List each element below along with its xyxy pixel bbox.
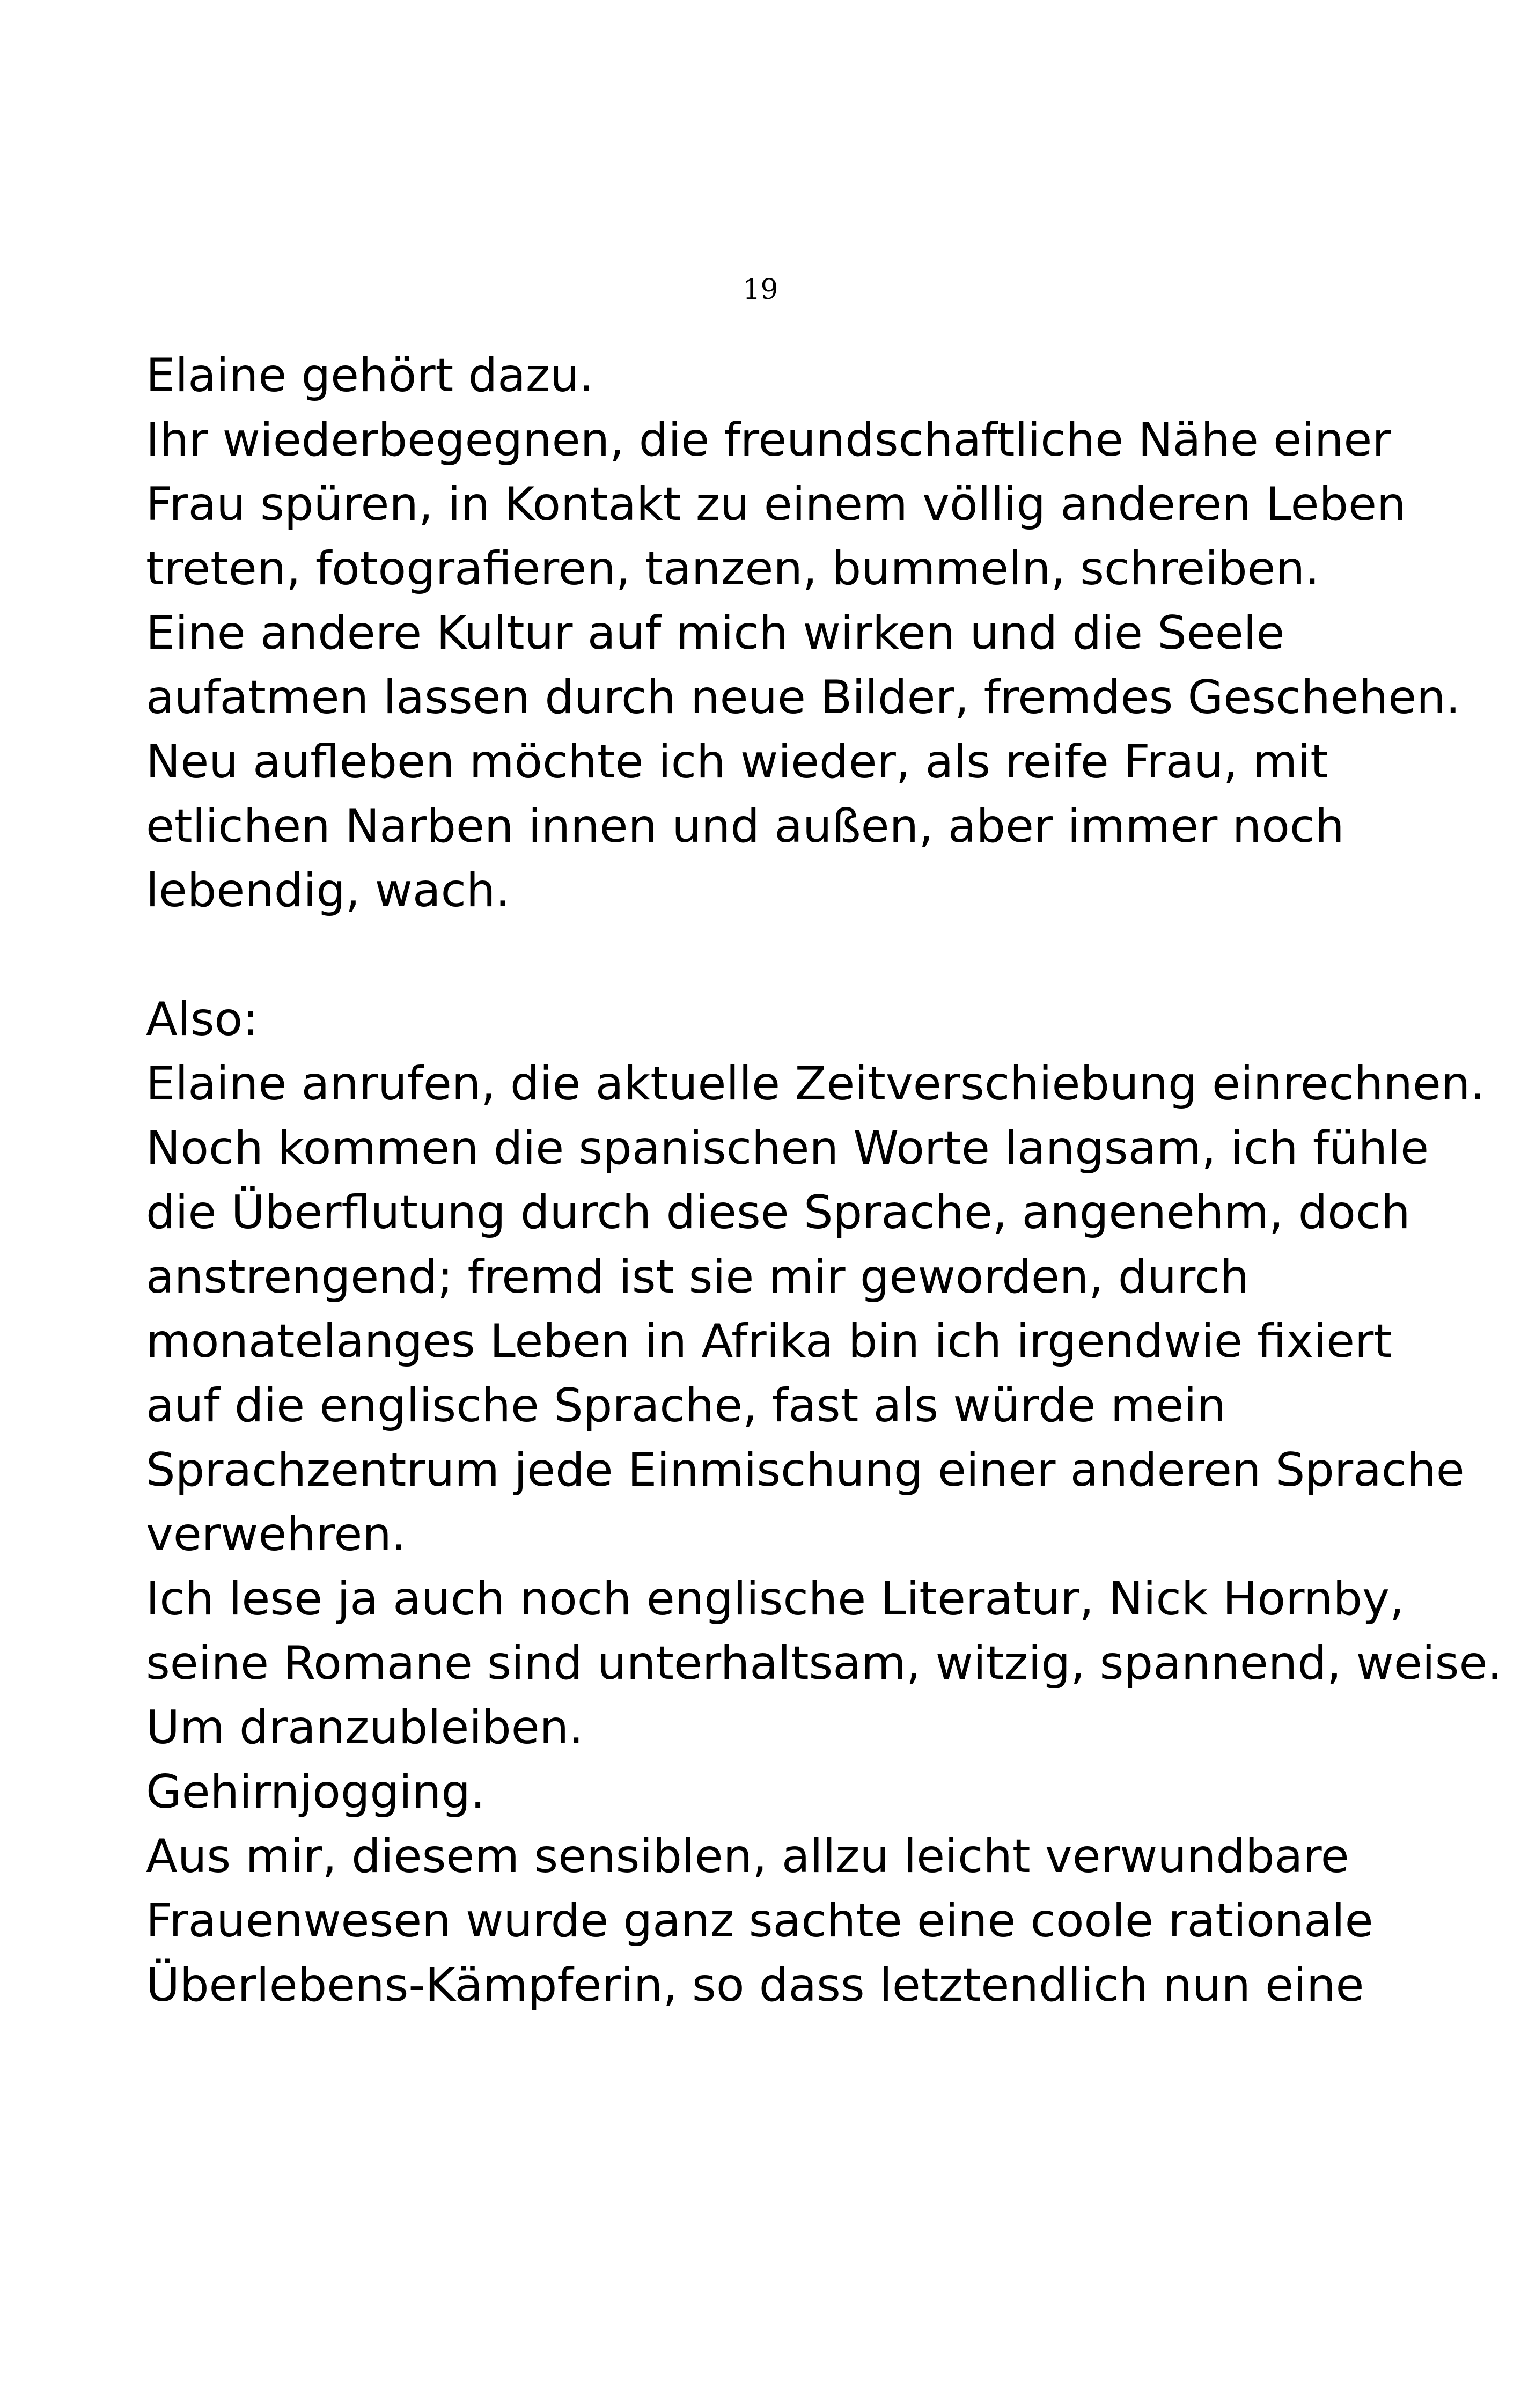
text-line: Frau spüren, in Kontakt zu einem völlig anderen Leben bbox=[146, 478, 1406, 531]
text-line: Also: bbox=[146, 993, 259, 1046]
text-line: etlichen Narben innen und außen, aber immer noch bbox=[146, 799, 1344, 853]
text-line: Überlebens-Kämpferin, so dass letztendlich nun eine bbox=[146, 1958, 1364, 2012]
text-line: Gehirnjogging. bbox=[146, 1765, 486, 1819]
text-line: Ihr wiederbegegnen, die freundschaftliche Nähe einer bbox=[146, 413, 1391, 467]
text-line: auf die englische Sprache, fast als würde mein bbox=[146, 1379, 1226, 1433]
page-number: 19 bbox=[743, 274, 778, 306]
body-text bbox=[146, 343, 1502, 2017]
paragraph-gap bbox=[146, 923, 1434, 987]
text-line: Neu aufleben möchte ich wieder, als reife Frau, mit bbox=[146, 735, 1328, 789]
text-line: verwehren. bbox=[146, 1508, 407, 1561]
text-line: Elaine anrufen, die aktuelle Zeitverschiebung einrechnen. bbox=[146, 1057, 1485, 1111]
text-line: Elaine gehört dazu. bbox=[146, 349, 594, 402]
text-line: lebendig, wach. bbox=[146, 864, 510, 917]
text-line: Ich lese ja auch noch englische Literatur, Nick Hornby, bbox=[146, 1572, 1405, 1626]
text-line: Um dranzubleiben. bbox=[146, 1701, 584, 1754]
text-line: Frauenwesen wurde ganz sachte eine coole rationale bbox=[146, 1894, 1373, 1948]
text-line: Aus mir, diesem sensiblen, allzu leicht verwundbare bbox=[146, 1830, 1349, 1883]
text-line: die Überflutung durch diese Sprache, angenehm, doch bbox=[146, 1186, 1410, 1239]
text-line: Noch kommen die spanischen Worte langsam, ich fühle bbox=[146, 1121, 1429, 1175]
text-line: monatelanges Leben in Afrika bin ich irgendwie fixiert bbox=[146, 1315, 1392, 1368]
text-line: Sprachzentrum jede Einmischung einer anderen Sprache bbox=[146, 1443, 1465, 1497]
text-line: Eine andere Kultur auf mich wirken und die Seele bbox=[146, 606, 1285, 660]
text-line: anstrengend; fremd ist sie mir geworden, durch bbox=[146, 1250, 1250, 1304]
text-line: seine Romane sind unterhaltsam, witzig, spannend, weise. bbox=[146, 1636, 1502, 1690]
text-line: aufatmen lassen durch neue Bilder, fremdes Geschehen. bbox=[146, 671, 1460, 724]
text-line: treten, fotografieren, tanzen, bummeln, schreiben. bbox=[146, 542, 1320, 596]
